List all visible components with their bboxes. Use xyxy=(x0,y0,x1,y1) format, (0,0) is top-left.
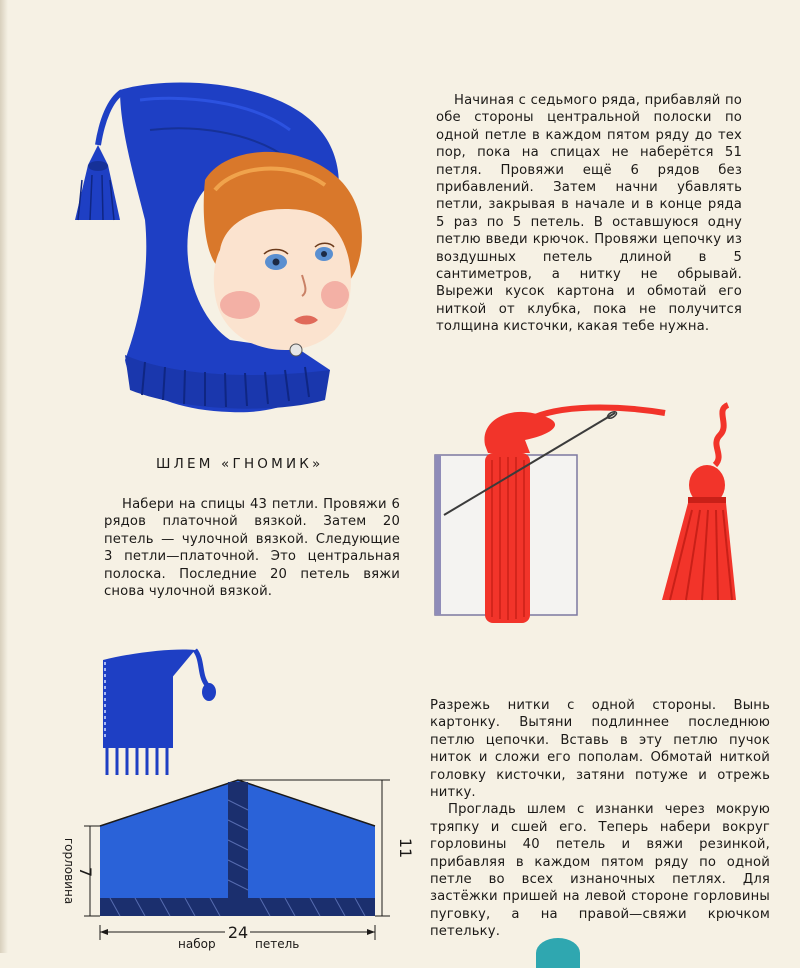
text-left xyxy=(104,496,400,600)
pattern-diagram xyxy=(50,770,420,953)
paragraph: Прогладь шлем с изнанки через мокрую тряпку и сшей его. Теперь набери вокруг горловины 40 петель и вяжи резинкой, прибавляя в каждом пятом ряду по одной петле во всех изнаночных петлях. Для застёжки пришей на левой стороне горловины пуговку, а на правой—свяжи крючком петельку. xyxy=(430,802,770,940)
neck-label: горловина xyxy=(62,837,76,905)
article-heading: ШЛЕМ «ГНОМИК» xyxy=(156,456,324,472)
bottom-label-left: набор xyxy=(178,937,216,951)
height-value: 11 xyxy=(396,837,415,859)
child-hood-illustration xyxy=(50,70,385,420)
text-bottom-right xyxy=(430,697,770,941)
page-edge xyxy=(0,0,8,953)
bottom-label-right: петель xyxy=(255,937,300,951)
page-corner-marker xyxy=(536,938,580,968)
tassel-making-illustration xyxy=(430,395,750,625)
paragraph: Начиная с седьмого ряда, прибавляй по обе стороны центральной полоски по одной петле в каждом пятом ряду до тех пор, пока на спицах не наберётся 51 петля. Провяжи ещё 6 рядов без прибавлений. Затем начни убавлять петли, закрывая в начале и в конце ряда 5 раз по 5 петель. В оставшуюся одну петлю введи крючок. Провяжи цепочку из воздушных петель длиной в 5 сантиметров, а нитку не обрывай. Вырежи кусок картона и обмотай его ниткой от клубка, пока не получится толщина кисточки, какая тебе нужна. xyxy=(436,93,742,335)
flat-hat-illustration xyxy=(95,640,220,780)
neck-value: 7 xyxy=(76,866,95,878)
paragraph: Разрежь нитки с одной стороны. Вынь картонку. Вытяни подлиннее последнюю петлю цепочки. Вставь в эту петлю пучок ниток и сложи его пополам. Обмотай ниткой головку кисточки, затяни потуже и отрежь нитку. xyxy=(430,698,770,801)
width-value: 24 xyxy=(227,923,249,942)
paragraph: Набери на спицы 43 петли. Провяжи 6 рядов платочной вязкой. Затем 20 петель — чулочной вязкой. Следующие 3 петли—платочной. Это центральная полоска. Последние 20 петель вяжи снова чулочной вязкой. xyxy=(104,497,400,600)
text-top-right xyxy=(436,92,742,336)
